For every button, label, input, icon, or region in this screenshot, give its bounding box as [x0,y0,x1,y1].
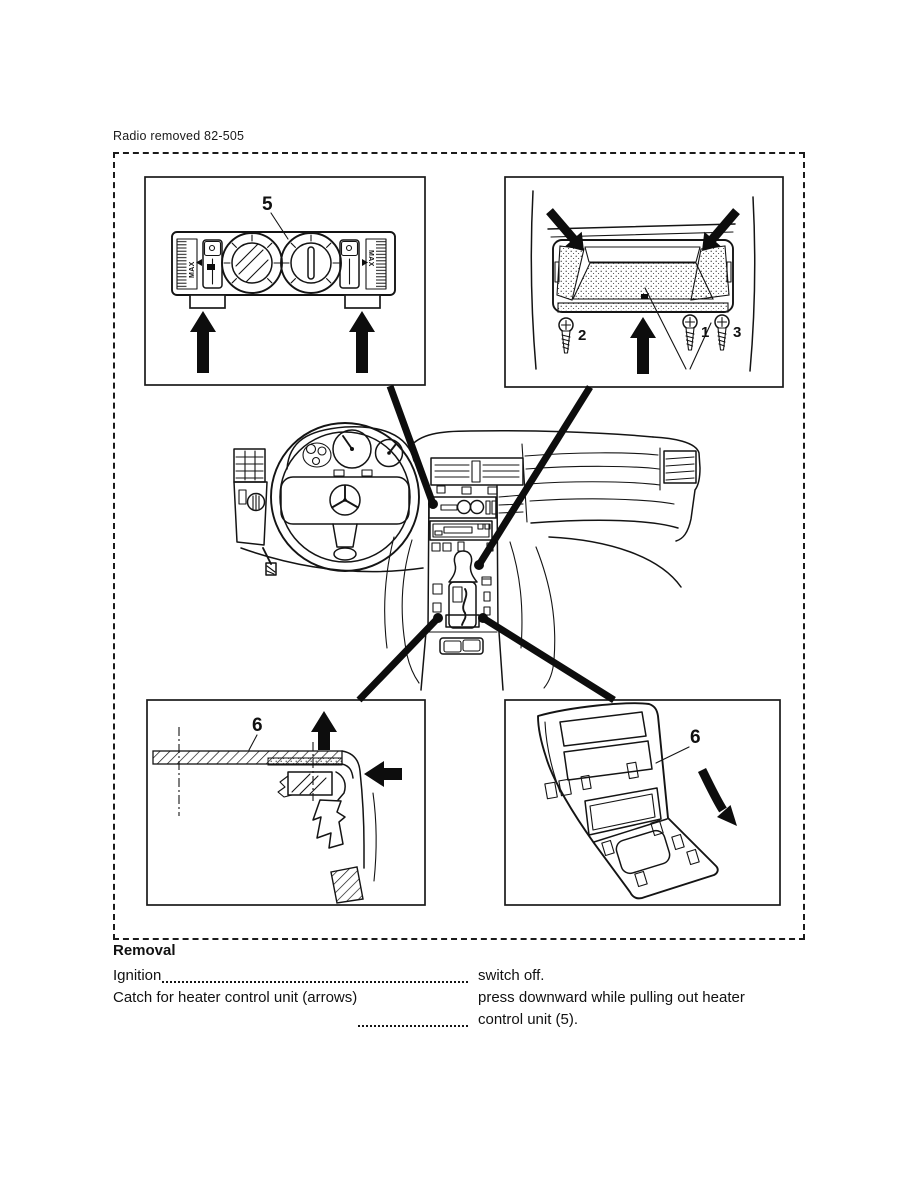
callout-6-left: 6 [252,715,263,736]
instruction-item: Ignition [113,967,162,984]
figure-illustration [113,152,805,940]
instruction-item: Catch for heater control unit (arrows) [113,989,358,1006]
screw-2-label: 2 [578,327,587,344]
dashboard-illustration [234,423,700,690]
callout-5: 5 [262,194,273,215]
dot-leader [358,987,468,1027]
instruction-action: switch off. [478,967,545,984]
instruction-action: press downward while pulling out heater control unit (5). [478,989,745,1028]
removal-instructions [113,942,795,1031]
max-label-right: MAX [367,250,374,267]
dot-leader [162,965,468,983]
figure-frame [113,152,805,940]
screw-1-label: 1 [701,324,710,341]
section-title: Removal [113,942,176,959]
callout-6-right: 6 [690,727,701,748]
max-label-left: MAX [189,261,196,278]
instruction-row [113,965,785,987]
screw-3-label: 3 [733,324,742,341]
instruction-row [113,987,785,1031]
panel-console-trim [505,700,780,905]
panel-trim-section [147,700,425,905]
header-note: Radio removed 82-505 [113,129,245,143]
